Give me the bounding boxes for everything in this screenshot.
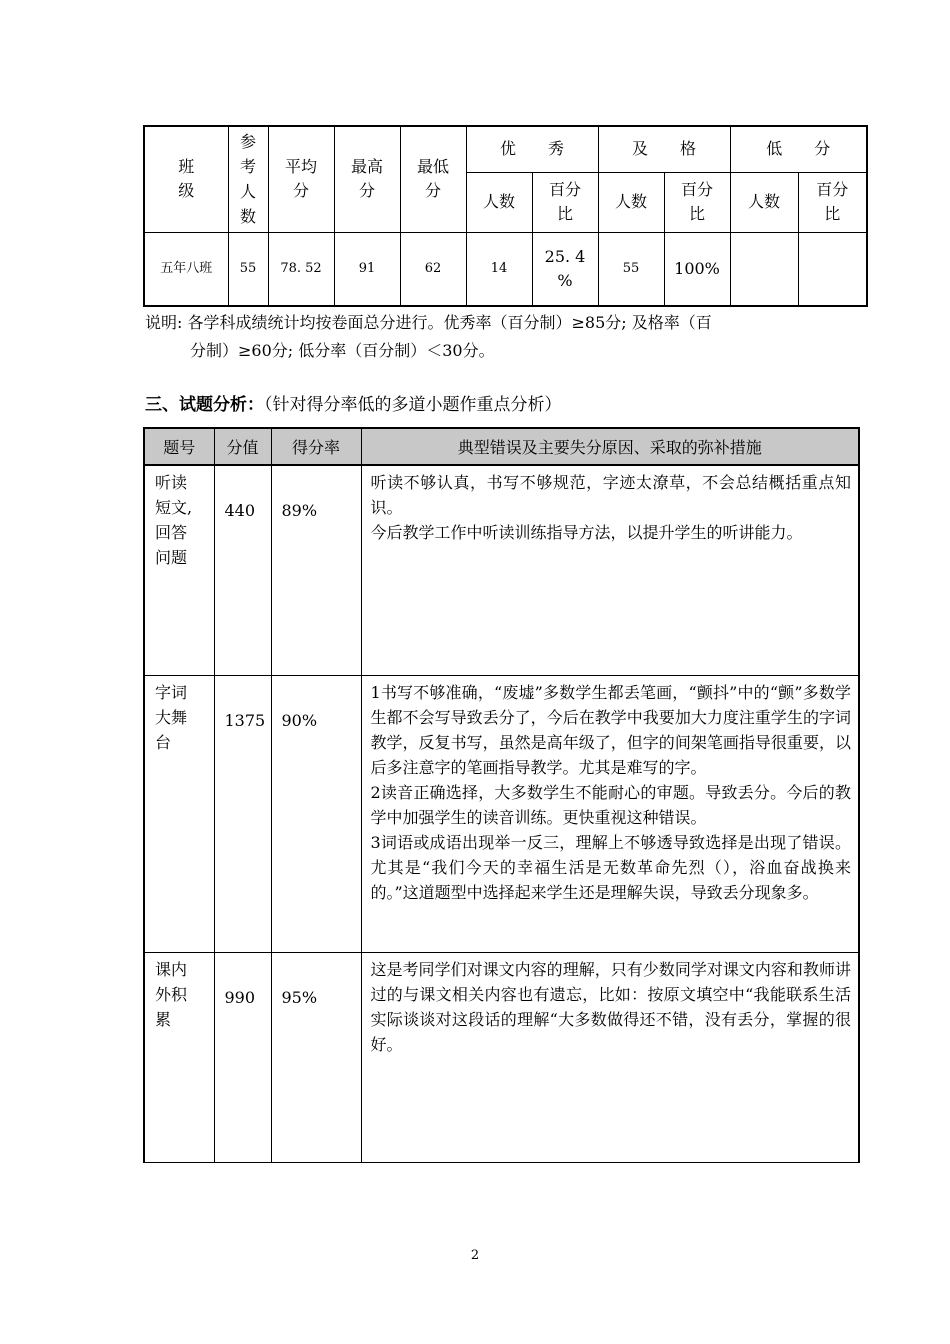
header-highest: 最高 分	[334, 126, 400, 232]
cell-class: 五年八班	[144, 232, 228, 306]
cell-participants: 55	[228, 232, 268, 306]
cell-excellent-percent: 25. 4 %	[532, 232, 598, 306]
row-rate: 95%	[271, 952, 361, 1162]
cell-average: 78. 52	[268, 232, 334, 306]
section-subtitle: （针对得分率低的多道小题作重点分析）	[264, 395, 562, 415]
note-line-1: 说明: 各学科成绩统计均按卷面总分进行。优秀率（百分制）≥85分; 及格率（百	[145, 313, 712, 332]
statistics-note	[145, 309, 825, 365]
header-excellent-percent: 百分 比	[532, 172, 598, 232]
cell-excellent-count: 14	[466, 232, 532, 306]
table-row	[144, 465, 859, 675]
header-class: 班 级	[144, 126, 228, 232]
cell-low-percent	[798, 232, 867, 306]
header-pass-percent: 百分 比	[664, 172, 730, 232]
analysis-header-score: 分值	[214, 428, 271, 465]
cell-pass-percent: 100%	[664, 232, 730, 306]
page-number: 2	[470, 1248, 480, 1263]
cell-highest: 91	[334, 232, 400, 306]
header-low-percent: 百分 比	[798, 172, 867, 232]
header-excellent-count: 人数	[466, 172, 532, 232]
score-table	[143, 125, 868, 307]
row-item-name: 字词 大舞 台	[144, 675, 214, 952]
row-score: 1375	[214, 675, 271, 952]
cell-lowest: 62	[400, 232, 466, 306]
row-rate: 90%	[271, 675, 361, 952]
header-participants: 参 考 人 数	[228, 126, 268, 232]
row-analysis-text: 听读不够认真，书写不够规范，字迹太潦草，不会总结概括重点知识。 今后教学工作中听读训练指导方法，以提升学生的听讲能力。	[361, 465, 859, 675]
analysis-table	[143, 427, 860, 1163]
header-low-count: 人数	[730, 172, 798, 232]
cell-low-count	[730, 232, 798, 306]
header-pass: 及 格	[598, 126, 730, 172]
table-row	[144, 952, 859, 1162]
row-score: 440	[214, 465, 271, 675]
table-row	[144, 675, 859, 952]
section-title: 三、试题分析：	[145, 395, 264, 415]
row-analysis-text: 这是考同学们对课文内容的理解，只有少数同学对课文内容和教师讲过的与课文相关内容也有遗忘，比如：按原文填空中“我能联系生活实际谈谈对这段话的理解“大多数做得还不错，没有丢分，掌握的很好。	[361, 952, 859, 1162]
section-heading	[145, 393, 562, 417]
analysis-header-rate: 得分率	[271, 428, 361, 465]
row-rate: 89%	[271, 465, 361, 675]
header-excellent: 优 秀	[466, 126, 598, 172]
row-item-name: 课内 外积 累	[144, 952, 214, 1162]
header-pass-count: 人数	[598, 172, 664, 232]
header-low: 低 分	[730, 126, 867, 172]
analysis-header-item: 题号	[144, 428, 214, 465]
header-lowest: 最低 分	[400, 126, 466, 232]
header-average: 平均 分	[268, 126, 334, 232]
analysis-header-analysis: 典型错误及主要失分原因、采取的弥补措施	[361, 428, 859, 465]
cell-pass-count: 55	[598, 232, 664, 306]
row-score: 990	[214, 952, 271, 1162]
row-analysis-text: 1书写不够准确，“废墟”多数学生都丢笔画，“颤抖”中的“颤”多数学生都不会写导致丢分了，今后在教学中我要加大力度注重学生的字词教学，反复书写，虽然是高年级了，但字的间架笔画指导很重要，以后多注意字的笔画指导教学。尤其是难写的字。 2读音正确选择，大多数学生不能耐心的审题。导致丢分。今后的教学中加强学生的读音训练。更快重视这种错误。 3词语或成语出现举一反三，理解上不够透导致选择是出现了错误。尤其是“我们今天的幸福生活是无数革命先烈（），浴血奋战换来的。”这道题型中选择起来学生还是理解失误，导致丢分现象多。	[361, 675, 859, 952]
row-item-name: 听读 短文, 回答 问题	[144, 465, 214, 675]
note-line-2: 分制）≥60分; 低分率（百分制）＜30分。	[190, 341, 495, 360]
